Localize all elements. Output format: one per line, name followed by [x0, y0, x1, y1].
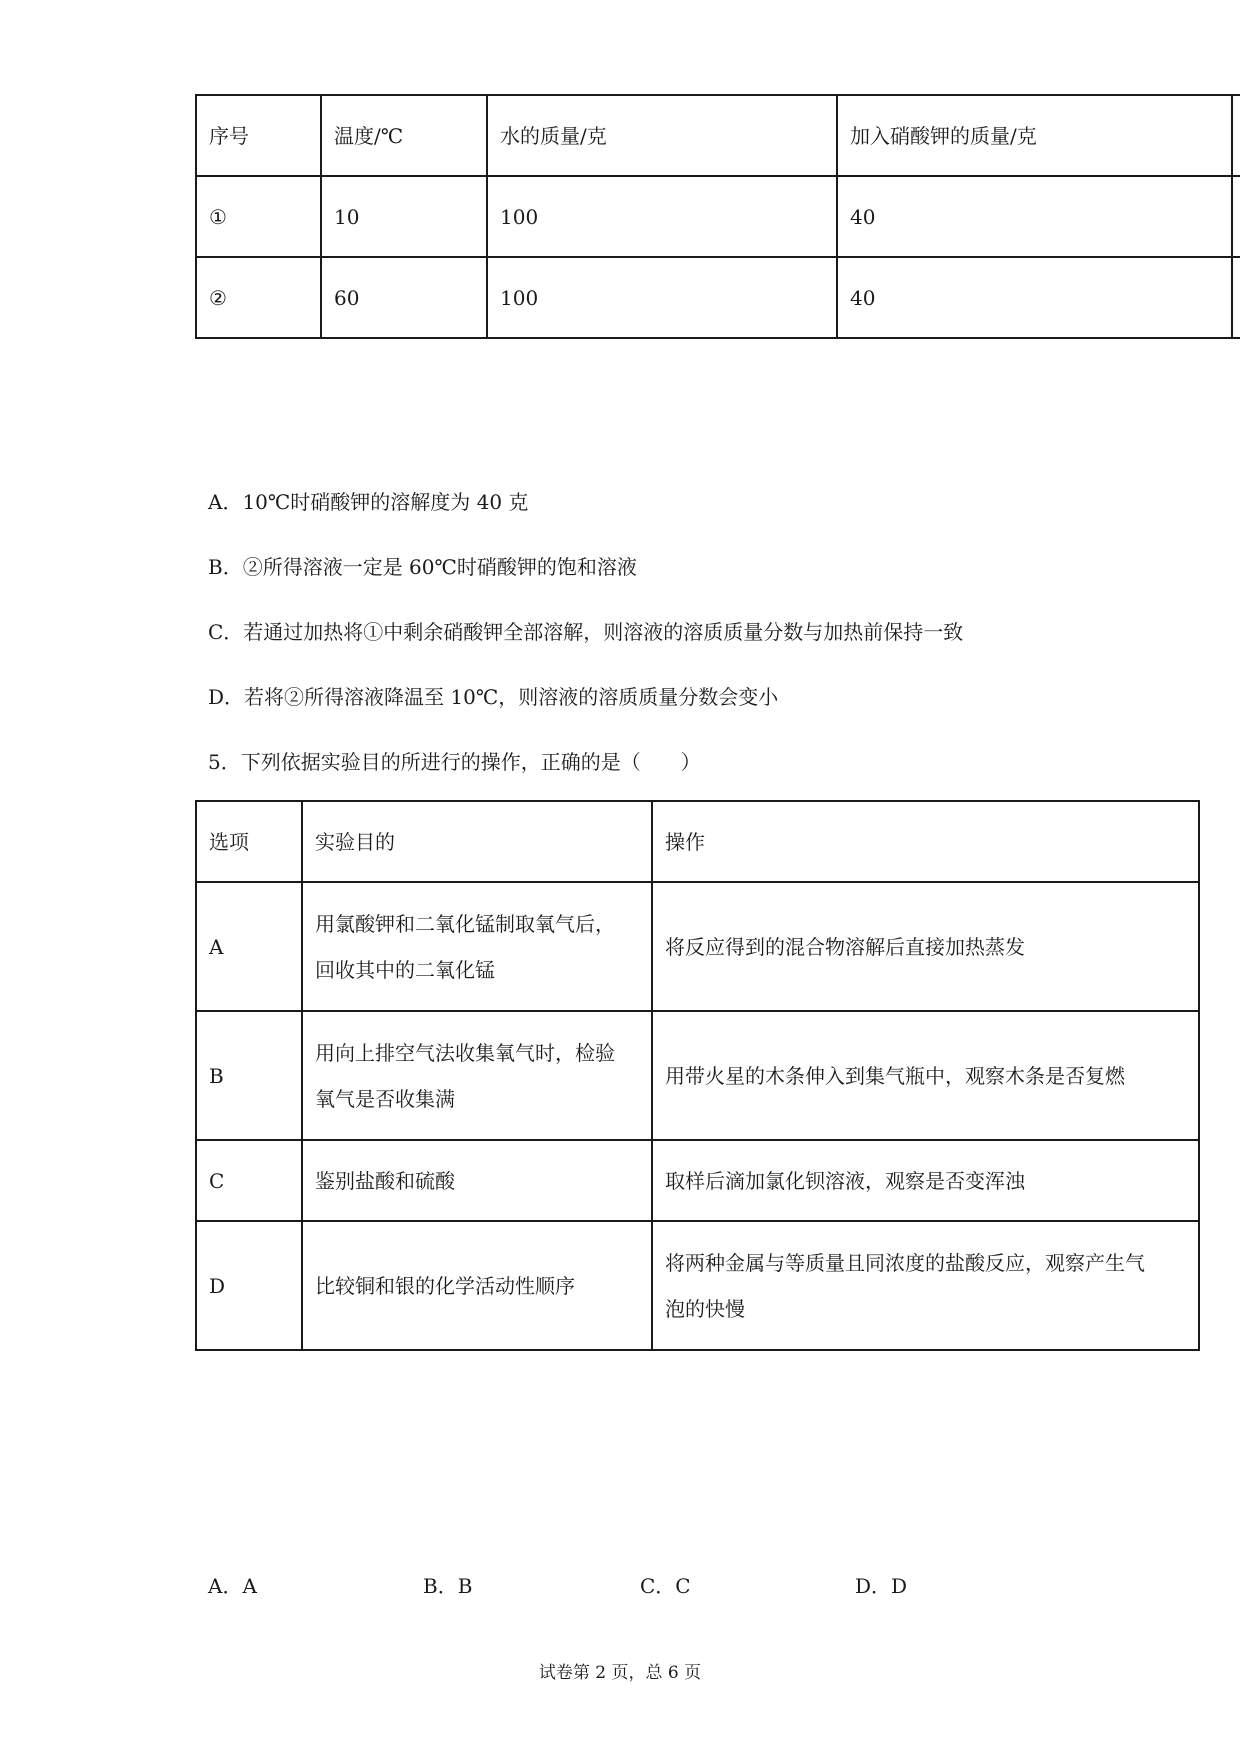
q4-option-a: A．10℃时硝酸钾的溶解度为 40 克: [208, 490, 529, 514]
table-cell-operation: [652, 1221, 1199, 1350]
table-header-cell: 操作: [652, 801, 1199, 882]
cell-line: 鉴别盐酸和硫酸: [315, 1168, 455, 1193]
table-header-cell: 序号: [196, 95, 321, 176]
table-cell: 100: [487, 257, 837, 338]
table-row: [196, 882, 1199, 1011]
table-cell-option: B: [196, 1011, 302, 1140]
cell-line: 用向上排空气法收集氧气时，检验: [315, 1040, 615, 1065]
table-cell-purpose: [302, 1011, 652, 1140]
table-cell: 40: [837, 257, 1232, 338]
table-header-cell: 实验目的: [302, 801, 652, 882]
cell-line: 用氯酸钾和二氧化锰制取氧气后，: [315, 911, 615, 936]
answer-option-a: A．A: [208, 1574, 257, 1598]
cell-line: 泡的快慢: [665, 1296, 745, 1321]
table-cell-operation: [652, 882, 1199, 1011]
cell-line: 氧气是否收集满: [315, 1086, 455, 1111]
table-row: [196, 1011, 1199, 1140]
table-row: [196, 257, 1240, 338]
table-cell-purpose: [302, 1221, 652, 1350]
experiment-table: [195, 800, 1200, 1351]
table-header-cell: 选项: [196, 801, 302, 882]
table-cell-truncated: [1232, 257, 1240, 338]
table-row: [196, 176, 1240, 257]
table-header-cell: 加入硝酸钾的质量/克: [837, 95, 1232, 176]
cell-line: 将反应得到的混合物溶解后直接加热蒸发: [665, 934, 1025, 959]
table-cell: ②: [196, 257, 321, 338]
answer-option-b: B．B: [423, 1574, 473, 1598]
table-header-row: [196, 801, 1199, 882]
table-row: [196, 1221, 1199, 1350]
table-cell-operation: [652, 1011, 1199, 1140]
table-header-row: [196, 95, 1240, 176]
table-cell: 40: [837, 176, 1232, 257]
cell-line: 用带火星的木条伸入到集气瓶中，观察木条是否复燃: [665, 1063, 1125, 1088]
q4-option-b: B．②所得溶液一定是 60℃时硝酸钾的饱和溶液: [208, 555, 637, 579]
q4-option-c: C．若通过加热将①中剩余硝酸钾全部溶解，则溶液的溶质质量分数与加热前保持一致: [208, 620, 964, 644]
table-cell-truncated: [1232, 95, 1240, 176]
table-header-cell: 温度/℃: [321, 95, 487, 176]
table-header-cell: 水的质量/克: [487, 95, 837, 176]
solubility-table: [195, 94, 1240, 339]
table-cell: ①: [196, 176, 321, 257]
cell-line: 比较铜和银的化学活动性顺序: [315, 1273, 575, 1298]
q5-stem: 5．下列依据实验目的所进行的操作，正确的是（ ）: [208, 750, 701, 774]
table-cell: 100: [487, 176, 837, 257]
table-row: [196, 1140, 1199, 1221]
table-cell-option: D: [196, 1221, 302, 1350]
cell-line: 回收其中的二氧化锰: [315, 957, 495, 982]
table-cell-purpose: [302, 1140, 652, 1221]
table-cell: 10: [321, 176, 487, 257]
answer-option-d: D．D: [855, 1574, 908, 1598]
answer-option-c: C．C: [640, 1574, 691, 1598]
table-cell-truncated: [1232, 176, 1240, 257]
table-cell-option: A: [196, 882, 302, 1011]
page-footer: 试卷第 2 页，总 6 页: [538, 1663, 702, 1683]
cell-line: 将两种金属与等质量且同浓度的盐酸反应，观察产生气: [665, 1250, 1145, 1275]
table-cell-option: C: [196, 1140, 302, 1221]
table-cell: 60: [321, 257, 487, 338]
cell-line: 取样后滴加氯化钡溶液，观察是否变浑浊: [665, 1168, 1025, 1193]
table-cell-purpose: [302, 882, 652, 1011]
q4-option-d: D．若将②所得溶液降温至 10℃，则溶液的溶质质量分数会变小: [208, 685, 779, 709]
table-cell-operation: [652, 1140, 1199, 1221]
